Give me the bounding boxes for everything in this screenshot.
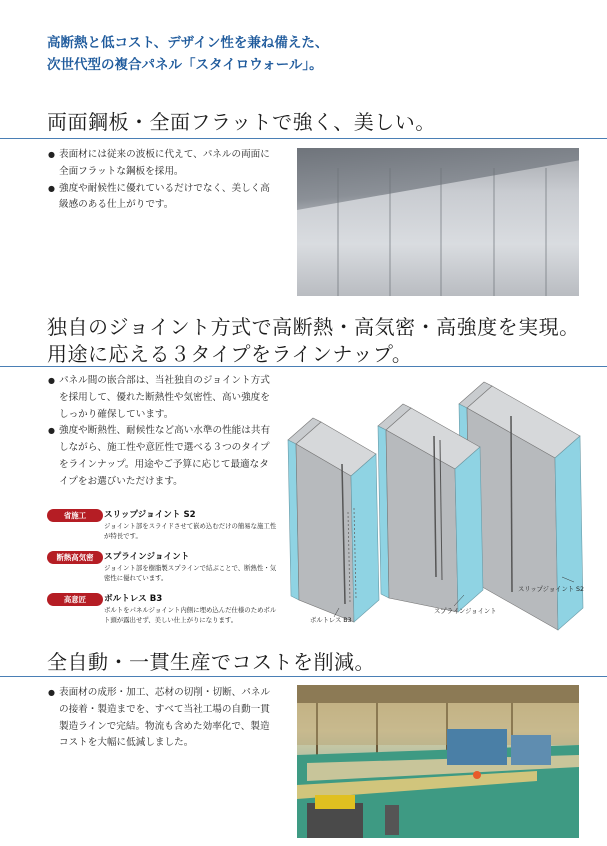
panel-boltless	[288, 418, 379, 622]
factory-illustration	[297, 685, 579, 838]
factory-line-photo	[297, 685, 579, 838]
bullet-item: ● パネル間の嵌合部は、当社独自のジョイント方式を採用して、優れた断熱性や気密性、高い強度をしっかり確保しています。	[48, 373, 278, 423]
type-name-slip: スリップジョイント S2	[104, 510, 196, 520]
section-1-bullets	[48, 147, 276, 214]
steel-panel-photo	[297, 148, 579, 296]
type-desc-slip: ジョイント部をスライドさせて嵌め込むだけの簡易な施工性が特長です。	[104, 522, 277, 540]
intro-heading	[47, 32, 328, 76]
bullet-item: ● 表面材の成形・加工、芯材の切削・切断、パネルの接着・製造までを、すべて当社工場の自動一貫製造ラインで完結。物流も含めた効率化で、製造コストを大幅に低減しました。	[48, 685, 278, 752]
type-desc-spline: ジョイント部を樹脂製スプラインで結ぶことで、断熱性・気密性に優れています。	[104, 564, 277, 582]
type-tag-boltless: 高意匠	[47, 593, 103, 606]
section-3-title: 全自動・一貫生産でコストを削減。	[47, 650, 375, 674]
type-tag-spline: 断熱高気密	[47, 551, 103, 564]
section-3-bullets	[48, 685, 278, 752]
section-1-title: 両面鋼板・全面フラットで強く、美しい。	[47, 110, 436, 134]
section-2-title-line-2: 用途に応える３タイプをラインナップ。	[47, 342, 413, 366]
label-spline-joint: スプラインジョイント	[434, 608, 497, 615]
section-3-rule	[0, 676, 607, 677]
bullet-item: ● 表面材には従来の波板に代えて、パネルの両面に全面フラットな鋼板を採用。	[48, 147, 276, 181]
section-1-rule	[0, 138, 607, 139]
intro-line-2: 次世代型の複合パネル「スタイロウォール」。	[47, 57, 323, 73]
type-desc-boltless: ボルトをパネルジョイント内側に埋め込んだ仕様のためボルト頭が露出せず、美しい仕上がりになります。	[104, 606, 277, 624]
bullet-item: ● 強度や耐候性に優れているだけでなく、美しく高級感のある仕上がりです。	[48, 181, 276, 215]
type-tag-slip: 省施工	[47, 509, 103, 522]
intro-line-1: 高断熱と低コスト、デザイン性を兼ね備えた、	[47, 35, 329, 51]
joint-panels-illustration	[284, 372, 607, 637]
bullet-item: ● 強度や断熱性、耐候性など高い水準の性能は共有しながら、施工性や意匠性で選べる３つのタイプをラインナップ。用途やご予算に応じて最適なタイプをお選びいただけます。	[48, 423, 278, 490]
type-name-spline: スプラインジョイント	[104, 552, 190, 562]
section-2-title-line-1: 独自のジョイント方式で高断熱・高気密・高強度を実現。	[47, 315, 580, 339]
joint-types-diagram	[284, 372, 607, 637]
label-boltless: ボルトレス B3	[310, 617, 352, 624]
section-2-rule	[0, 366, 607, 367]
label-slip-joint: スリップジョイント S2	[518, 586, 585, 593]
type-name-boltless: ボルトレス B3	[104, 594, 163, 604]
section-2-bullets	[48, 373, 278, 491]
